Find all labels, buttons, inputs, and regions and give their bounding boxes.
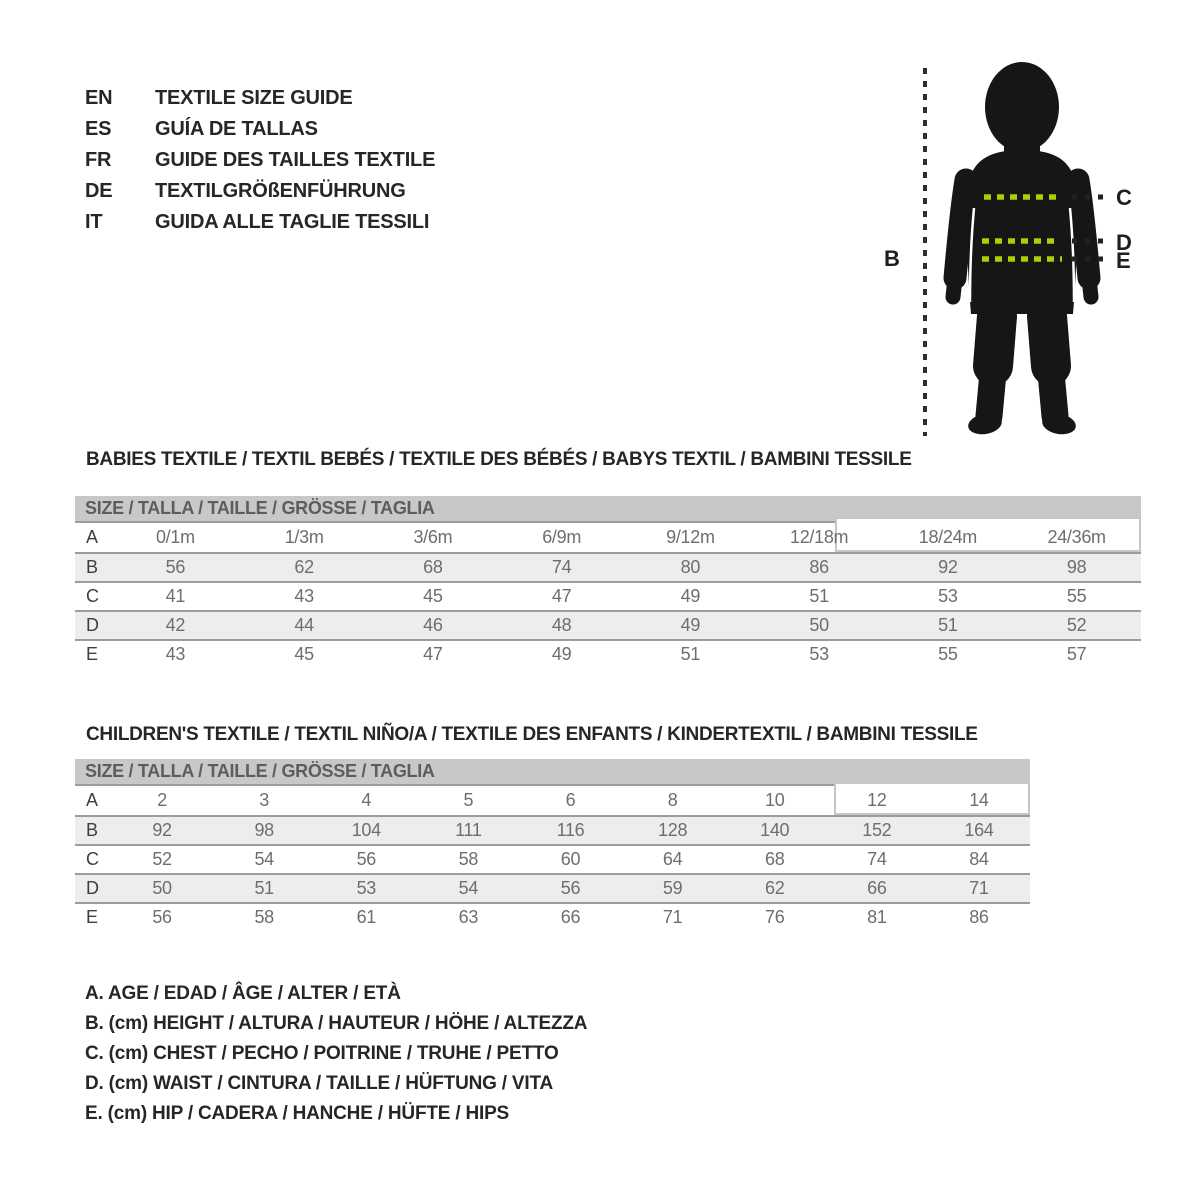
row-label: A [86, 527, 99, 547]
size-cell: 76 [765, 907, 785, 927]
size-cell: 58 [458, 849, 479, 869]
size-cell: 50 [809, 615, 829, 635]
guide-title: GUIDE DES TAILLES TEXTILE [155, 149, 436, 171]
size-cell: 59 [662, 878, 683, 898]
size-cell: 55 [1066, 586, 1087, 606]
table-row-D [75, 610, 1141, 639]
guide-title: GUIDA ALLE TAGLIE TESSILI [155, 211, 430, 233]
size-cell: 5 [463, 790, 474, 810]
size-cell: 14 [969, 790, 989, 810]
size-cell: 51 [680, 644, 701, 664]
size-cell: 6/9m [542, 527, 582, 547]
size-cell: 12 [867, 790, 887, 810]
legend-line: C. (cm) CHEST / PECHO / POITRINE / TRUHE / PETTO [85, 1043, 559, 1064]
size-cell: 116 [556, 820, 585, 840]
size-cell: 10 [765, 790, 785, 810]
table-row-D [75, 873, 1030, 902]
table-row-B [75, 815, 1030, 844]
row-label: C [86, 586, 99, 606]
size-cell: 152 [862, 820, 892, 840]
size-cell: 63 [458, 907, 479, 927]
chest-label: C [1116, 185, 1132, 210]
size-cell: 92 [938, 557, 958, 577]
size-cell: 51 [254, 878, 274, 898]
table-row-B [75, 552, 1141, 581]
size-cell: 49 [680, 586, 701, 606]
size-cell: 111 [455, 820, 482, 840]
size-cell: 62 [294, 557, 314, 577]
language-code: EN [85, 87, 113, 109]
child-silhouette [953, 62, 1091, 437]
legend-line: A. AGE / EDAD / ÂGE / ALTER / ETÀ [85, 983, 401, 1004]
hip-label: E [1116, 248, 1131, 273]
size-cell: 6 [565, 790, 576, 810]
size-cell: 80 [680, 557, 701, 577]
legend-line: E. (cm) HIP / CADERA / HANCHE / HÜFTE / HIPS [85, 1103, 510, 1124]
size-cell: 68 [423, 557, 443, 577]
size-cell: 104 [351, 820, 381, 840]
size-cell: 128 [658, 820, 688, 840]
height-label: B [884, 246, 900, 271]
table-row-C [75, 844, 1030, 873]
size-cell: 58 [254, 907, 274, 927]
measurement-legend [85, 979, 587, 1129]
row-label: E [86, 907, 99, 927]
size-cell: 56 [152, 907, 172, 927]
table-row-E [75, 639, 1141, 668]
size-cell: 54 [254, 849, 274, 869]
size-cell: 54 [458, 878, 479, 898]
size-cell: 55 [938, 644, 958, 664]
language-row-en [85, 83, 435, 114]
size-cell: 140 [760, 820, 790, 840]
size-cell: 52 [1066, 615, 1087, 635]
guide-title: TEXTILGRÖßENFÜHRUNG [155, 180, 406, 202]
size-cell: 45 [294, 644, 314, 664]
size-cell: 56 [165, 557, 186, 577]
child-silhouette-diagram [870, 50, 1160, 445]
row-label: D [86, 878, 99, 898]
size-cell: 98 [1066, 557, 1087, 577]
size-cell: 164 [964, 820, 994, 840]
size-cell: 51 [938, 615, 958, 635]
legend-line: D. (cm) WAIST / CINTURA / TAILLE / HÜFTUNG / VITA [85, 1073, 553, 1094]
size-cell: 43 [294, 586, 314, 606]
size-header-bar: SIZE / TALLA / TAILLE / GRÖSSE / TAGLIA [75, 759, 1030, 786]
size-cell: 12/18m [790, 527, 849, 547]
children-table-heading: CHILDREN'S TEXTILE / TEXTIL NIÑO/A / TEXTILE DES ENFANTS / KINDERTEXTIL / BAMBINI TESSILE [86, 724, 978, 745]
size-cell: 4 [361, 790, 372, 810]
row-label: C [86, 849, 99, 869]
size-cell: 44 [294, 615, 314, 635]
size-cell: 81 [867, 907, 887, 927]
children-size-table [75, 759, 1030, 931]
size-cell: 45 [423, 586, 443, 606]
size-cell: 50 [152, 878, 172, 898]
language-title-list [85, 83, 435, 238]
guide-title: TEXTILE SIZE GUIDE [155, 87, 353, 109]
row-label: B [86, 820, 99, 840]
size-cell: 71 [969, 878, 989, 898]
size-cell: 60 [560, 849, 581, 869]
size-cell: 66 [560, 907, 581, 927]
size-cell: 47 [551, 586, 572, 606]
size-cell: 56 [356, 849, 376, 869]
size-cell: 46 [423, 615, 443, 635]
size-cell: 41 [165, 586, 186, 606]
language-row-es [85, 114, 435, 145]
size-cell: 53 [809, 644, 829, 664]
size-cell: 49 [680, 615, 701, 635]
size-cell: 66 [867, 878, 887, 898]
size-header-bar: SIZE / TALLA / TAILLE / GRÖSSE / TAGLIA [75, 496, 1141, 523]
size-cell: 48 [551, 615, 572, 635]
size-cell: 74 [551, 557, 572, 577]
size-cell: 3 [259, 790, 270, 810]
row-label: D [86, 615, 99, 635]
table-row-A [75, 786, 1030, 815]
size-cell: 57 [1066, 644, 1087, 664]
size-cell: 61 [356, 907, 376, 927]
size-cell: 3/6m [413, 527, 453, 547]
size-cell: 53 [938, 586, 958, 606]
size-cell: 2 [157, 790, 167, 810]
size-cell: 64 [662, 849, 683, 869]
size-cell: 8 [667, 790, 678, 810]
size-cell: 84 [969, 849, 989, 869]
babies-size-table [75, 496, 1141, 668]
language-code: FR [85, 149, 112, 171]
row-label: E [86, 644, 99, 664]
legend-line: B. (cm) HEIGHT / ALTURA / HAUTEUR / HÖHE / ALTEZZA [85, 1013, 588, 1034]
language-code: ES [85, 118, 112, 140]
size-cell: 62 [765, 878, 785, 898]
size-cell: 51 [809, 586, 829, 606]
size-cell: 53 [356, 878, 376, 898]
size-cell: 52 [152, 849, 172, 869]
size-cell: 1/3m [284, 527, 324, 547]
size-cell: 92 [152, 820, 172, 840]
size-cell: 98 [254, 820, 274, 840]
size-cell: 49 [551, 644, 572, 664]
table-row-A [75, 523, 1141, 552]
size-cell: 47 [423, 644, 443, 664]
guide-title: GUÍA DE TALLAS [155, 118, 318, 140]
language-row-de [85, 176, 435, 207]
language-code: DE [85, 180, 113, 202]
language-row-it [85, 207, 435, 238]
size-cell: 74 [867, 849, 887, 869]
size-cell: 68 [765, 849, 785, 869]
size-cell: 71 [662, 907, 683, 927]
size-cell: 0/1m [155, 527, 195, 547]
size-cell: 86 [969, 907, 989, 927]
waist-label: D [1116, 230, 1132, 255]
size-cell: 18/24m [918, 527, 977, 547]
table-row-E [75, 902, 1030, 931]
table-row-C [75, 581, 1141, 610]
language-row-fr [85, 145, 435, 176]
size-cell: 56 [560, 878, 581, 898]
size-cell: 24/36m [1047, 527, 1106, 547]
language-code: IT [85, 211, 103, 233]
babies-table-heading: BABIES TEXTILE / TEXTIL BEBÉS / TEXTILE DES BÉBÉS / BABYS TEXTIL / BAMBINI TESSILE [86, 449, 912, 470]
size-cell: 86 [809, 557, 829, 577]
row-label: B [86, 557, 99, 577]
size-cell: 9/12m [666, 527, 715, 547]
size-cell: 42 [165, 615, 186, 635]
size-cell: 43 [165, 644, 186, 664]
row-label: A [86, 790, 99, 810]
